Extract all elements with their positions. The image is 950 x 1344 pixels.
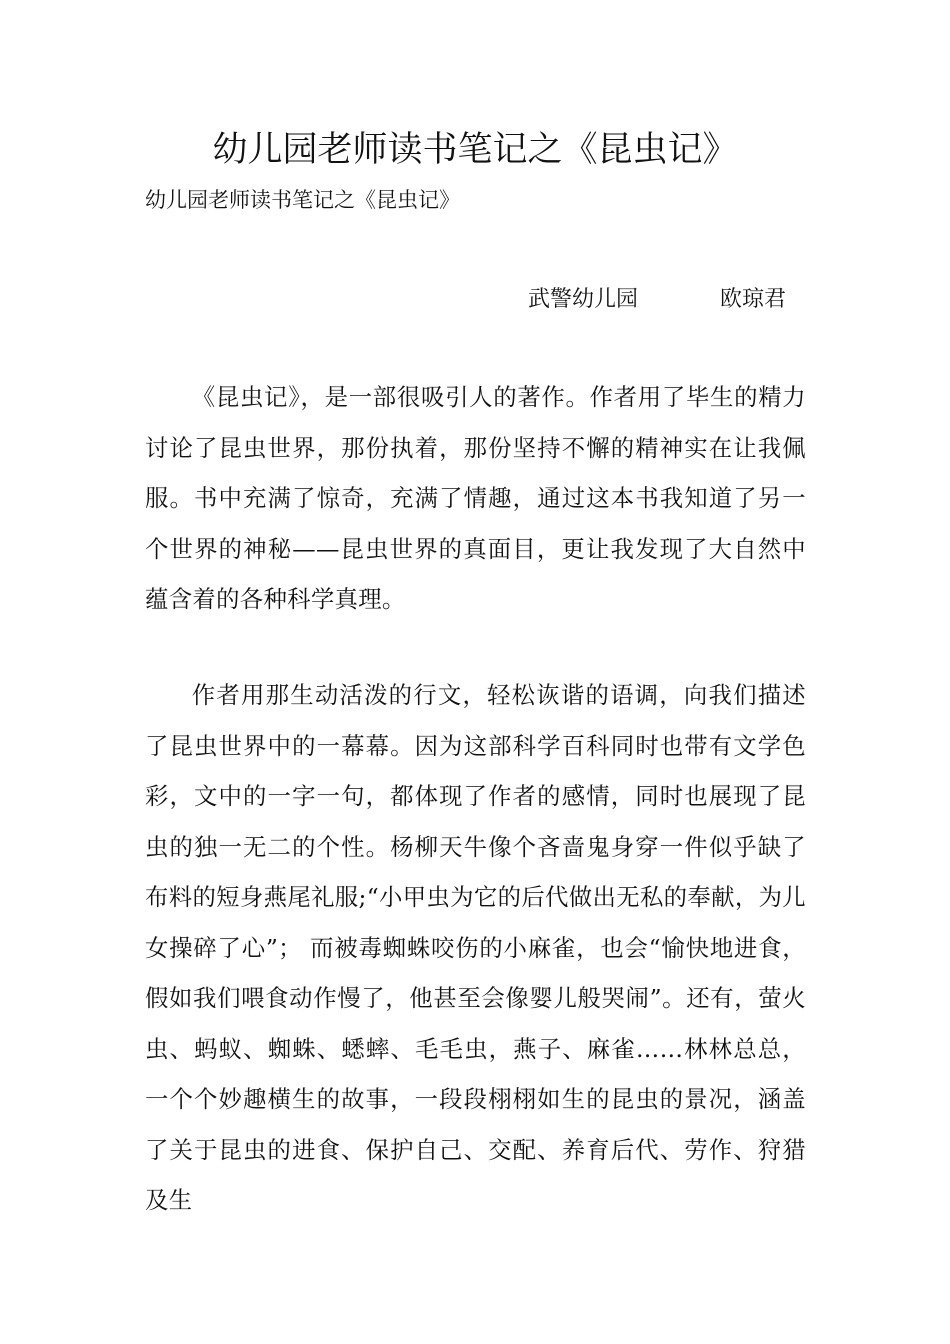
body-paragraph-2: 作者用那生动活泼的行文，轻松诙谐的语调，向我们描述了昆虫世界中的一幕幕。因为这部科学百科同时也带有文学色彩，文中的一字一句，都体现了作者的感情，同时也展现了昆虫的独一无二的个性。杨柳天牛像个吝啬鬼身穿一件似乎缺了布料的短身燕尾礼服;“小甲虫为它的后代做出无私的奉献，为儿女操碎了心”； 而被毒蜘蛛咬伤的小麻雀，也会“愉快地进食，假如我们喂食动作慢了，他甚至会像婴儿般哭闹”。还有，萤火虫、蚂蚁、蜘蛛、蟋蟀、毛毛虫，燕子、麻雀……林林总总，一个个妙趣横生的故事，一段段栩栩如生的昆虫的景况，涵盖了关于昆虫的进食、保护自己、交配、养育后代、劳作、狩猎及生 xyxy=(145,681,806,1214)
byline-organization: 武警幼儿园 xyxy=(528,287,639,312)
body-paragraph-1: 《昆虫记》，是一部很吸引人的著作。作者用了毕生的精力讨论了昆虫世界，那份执着，那份坚持不懈的精神实在让我佩服。书中充满了惊奇，充满了情趣，通过这本书我知道了另一个世界的神秘——昆虫世界的真面目，更让我发现了大自然中蕴含着的各种科学真理。 xyxy=(145,383,806,613)
byline xyxy=(528,285,828,315)
document-title: 幼儿园老师读书笔记之《昆虫记》 xyxy=(212,130,738,170)
document-subtitle: 幼儿园老师读书笔记之《昆虫记》 xyxy=(145,188,460,212)
byline-author: 欧琼君 xyxy=(720,287,787,312)
